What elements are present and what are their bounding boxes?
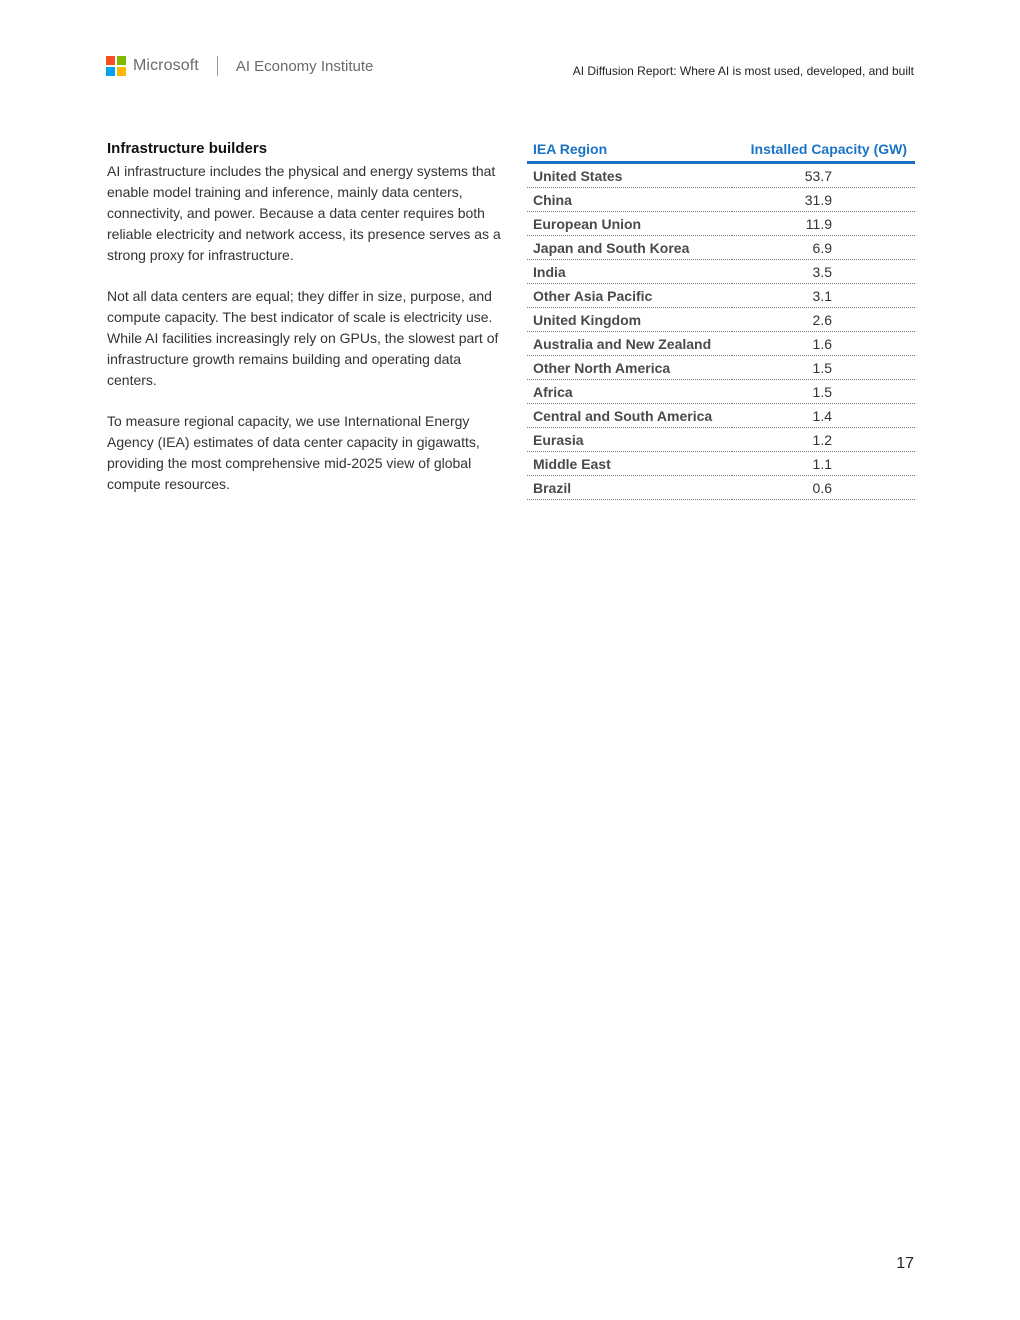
report-title: AI Diffusion Report: Where AI is most used, developed, and built [572, 64, 914, 78]
paragraph: AI infrastructure includes the physical and energy systems that enable model training and inference, mainly data centers, connectivity, and power. Because a data center requires both reliable electricity and network access, its presence serves as a strong proxy for infrastructure. [107, 163, 501, 263]
table-row [527, 260, 915, 284]
microsoft-squares-icon [106, 56, 126, 76]
region-cell: India [527, 260, 732, 284]
logo-square-yellow [117, 67, 126, 76]
capacity-cell: 6.9 [732, 236, 915, 260]
capacity-cell: 1.1 [732, 452, 915, 476]
table-body [527, 163, 915, 500]
capacity-cell: 11.9 [732, 212, 915, 236]
region-cell: Africa [527, 380, 732, 404]
capacity-cell: 1.6 [732, 332, 915, 356]
capacity-cell: 3.5 [732, 260, 915, 284]
table-row [527, 428, 915, 452]
table-header-row [527, 136, 915, 163]
region-cell: Australia and New Zealand [527, 332, 732, 356]
capacity-cell: 2.6 [732, 308, 915, 332]
capacity-cell: 53.7 [732, 163, 915, 188]
region-cell: United States [527, 163, 732, 188]
capacity-cell: 1.5 [732, 356, 915, 380]
paragraph: To measure regional capacity, we use International Energy Agency (IEA) estimates of data center capacity in gigawatts, providing the most comprehensive mid-2025 view of global compute resources. [107, 413, 480, 492]
table-row [527, 284, 915, 308]
region-cell: Other North America [527, 356, 732, 380]
paragraph: Not all data centers are equal; they differ in size, purpose, and compute capacity. The best indicator of scale is electricity use. While AI facilities increasingly rely on GPUs, the slowest part of infrastructure growth remains building and operating data centers. [107, 288, 499, 388]
table-row [527, 380, 915, 404]
table-row [527, 308, 915, 332]
capacity-cell: 1.4 [732, 404, 915, 428]
page-number: 17 [896, 1255, 914, 1272]
region-cell: Middle East [527, 452, 732, 476]
column-header-region: IEA Region [527, 136, 732, 163]
capacity-cell: 0.6 [732, 476, 915, 500]
capacity-cell: 3.1 [732, 284, 915, 308]
capacity-cell: 31.9 [732, 188, 915, 212]
region-cell: China [527, 188, 732, 212]
region-cell: Japan and South Korea [527, 236, 732, 260]
table-row [527, 332, 915, 356]
microsoft-logo [106, 56, 373, 76]
capacity-cell: 1.5 [732, 380, 915, 404]
logo-square-red [106, 56, 115, 65]
table-row [527, 452, 915, 476]
institute-name: AI Economy Institute [235, 57, 374, 75]
table-row [527, 476, 915, 500]
table-row [527, 404, 915, 428]
region-cell: Other Asia Pacific [527, 284, 732, 308]
table-row [527, 356, 915, 380]
table-row [527, 188, 915, 212]
region-cell: European Union [527, 212, 732, 236]
table-row [527, 236, 915, 260]
table-row [527, 212, 915, 236]
region-cell: Brazil [527, 476, 732, 500]
brand-name: Microsoft [133, 57, 199, 74]
header-divider [217, 56, 218, 76]
region-cell: United Kingdom [527, 308, 732, 332]
column-header-capacity: Installed Capacity (GW) [732, 136, 915, 163]
capacity-cell: 1.2 [732, 428, 915, 452]
table-row [527, 163, 915, 188]
section-heading: Infrastructure builders [107, 140, 268, 157]
logo-square-green [117, 56, 126, 65]
region-cell: Central and South America [527, 404, 732, 428]
capacity-table [527, 136, 915, 500]
section-body [107, 161, 507, 515]
region-cell: Eurasia [527, 428, 732, 452]
logo-square-blue [106, 67, 115, 76]
